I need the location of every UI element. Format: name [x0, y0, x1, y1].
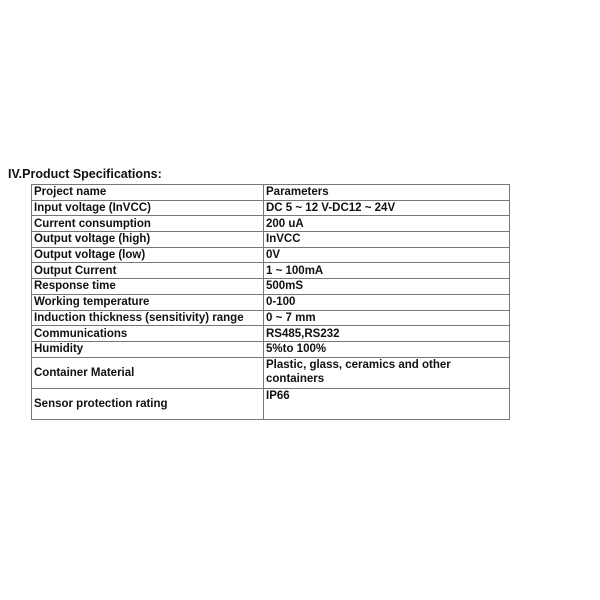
spec-value: IP66: [264, 388, 510, 419]
table-row: [32, 357, 510, 388]
table-row: [32, 200, 510, 216]
spec-value: 5%to 100%: [264, 341, 510, 357]
header-cell: Parameters: [264, 185, 510, 201]
table-row: [32, 247, 510, 263]
spec-name: Working temperature: [32, 294, 264, 310]
table-row: [32, 310, 510, 326]
table-row: [32, 388, 510, 419]
spec-value: DC 5 ~ 12 V-DC12 ~ 24V: [264, 200, 510, 216]
spec-value: Plastic, glass, ceramics and other containers: [264, 357, 510, 388]
spec-name: Input voltage (InVCC): [32, 200, 264, 216]
spec-value: 200 uA: [264, 216, 510, 232]
spec-name: Current consumption: [32, 216, 264, 232]
table-row: [32, 279, 510, 295]
spec-value: 0V: [264, 247, 510, 263]
spec-value: RS485,RS232: [264, 326, 510, 342]
header-cell: Project name: [32, 185, 264, 201]
spec-name: Output voltage (low): [32, 247, 264, 263]
table-row: [32, 232, 510, 248]
spec-name: Induction thickness (sensitivity) range: [32, 310, 264, 326]
table-row: [32, 216, 510, 232]
spec-value: 0-100: [264, 294, 510, 310]
table-header-row: [32, 185, 510, 201]
spec-value: 0 ~ 7 mm: [264, 310, 510, 326]
spec-name: Container Material: [32, 357, 264, 388]
spec-name: Output voltage (high): [32, 232, 264, 248]
spec-value: 1 ~ 100mA: [264, 263, 510, 279]
table-row: [32, 294, 510, 310]
spec-value: 500mS: [264, 279, 510, 295]
spec-name: Sensor protection rating: [32, 388, 264, 419]
table-row: [32, 341, 510, 357]
spec-table: [31, 184, 510, 420]
table-row: [32, 326, 510, 342]
spec-name: Communications: [32, 326, 264, 342]
spec-name: Response time: [32, 279, 264, 295]
spec-name: Humidity: [32, 341, 264, 357]
section-title: IV.Product Specifications:: [8, 167, 162, 181]
spec-name: Output Current: [32, 263, 264, 279]
table-row: [32, 263, 510, 279]
spec-value: InVCC: [264, 232, 510, 248]
